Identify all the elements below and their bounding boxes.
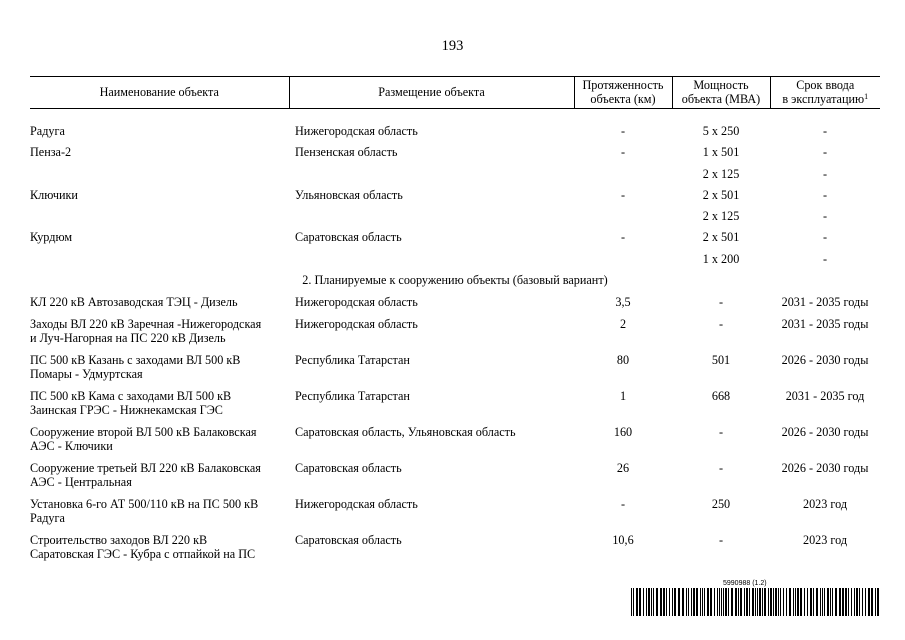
- barcode-bar: [804, 588, 805, 616]
- barcode-bar: [639, 588, 641, 616]
- barcode-bar: [865, 588, 866, 616]
- barcode-bar: [707, 588, 709, 616]
- object-name: [30, 164, 289, 185]
- barcode-bar: [820, 588, 821, 616]
- object-name: Пенза-2: [30, 145, 72, 160]
- barcode-bar: [749, 588, 750, 616]
- object-term: -: [822, 166, 828, 181]
- object-length: [574, 206, 672, 227]
- barcode-bar: [696, 588, 698, 616]
- object-name: [30, 494, 289, 530]
- object-power: 250: [711, 496, 731, 511]
- barcode-bar: [824, 588, 825, 616]
- header-term-line1: Срок ввода: [796, 78, 855, 92]
- barcode-bar: [800, 588, 802, 616]
- object-power: 2 x 125: [702, 166, 740, 181]
- object-name-line1: Сооружение второй ВЛ 500 кВ Балаковская: [30, 424, 257, 439]
- object-name-line1: Строительство заходов ВЛ 220 кВ: [30, 532, 208, 547]
- object-name: [30, 530, 289, 566]
- object-term: 2026 - 2030 годы: [781, 424, 869, 439]
- barcode-bar: [764, 588, 766, 616]
- object-placement: Саратовская область: [295, 532, 402, 547]
- barcode-bar: [663, 588, 665, 616]
- object-name-line1: ПС 500 кВ Кама с заходами ВЛ 500 кВ: [30, 388, 232, 403]
- object-term: -: [822, 187, 828, 202]
- barcode-bar: [832, 588, 833, 616]
- barcode-bar: [868, 588, 870, 616]
- barcode-bar: [797, 588, 799, 616]
- barcode-bar: [835, 588, 837, 616]
- object-placement: Нижегородская область: [295, 496, 418, 511]
- barcode-bar: [700, 588, 701, 616]
- object-placement: [289, 249, 574, 270]
- barcode-bar: [807, 588, 808, 616]
- object-placement: Республика Татарстан: [295, 388, 410, 403]
- object-length: 1: [619, 388, 627, 403]
- barcode-bar: [660, 588, 662, 616]
- object-name-line2: и Луч-Нагорная на ПС 220 кВ Дизель: [30, 331, 226, 346]
- object-power: -: [718, 424, 724, 439]
- table-row: [30, 292, 880, 314]
- object-name-line2: Заинская ГРЭС - Нижнекамская ГЭС: [30, 403, 223, 418]
- object-name-line2: Саратовская ГЭС - Кубра с отпайкой на ПС: [30, 547, 256, 562]
- table-row: [30, 530, 880, 566]
- barcode-bar: [877, 588, 879, 616]
- barcode-bar: [686, 588, 687, 616]
- object-term: 2031 - 2035 годы: [781, 295, 869, 310]
- object-term: -: [822, 145, 828, 160]
- barcode-bar: [738, 588, 739, 616]
- section-title: 2. Планируемые к сооружению объекты (базовый вариант): [302, 273, 608, 288]
- object-name: [30, 206, 289, 227]
- object-length: -: [620, 230, 626, 245]
- object-name: [30, 314, 289, 350]
- header-term: [770, 77, 880, 109]
- header-power-line1: Мощность: [693, 78, 749, 92]
- object-length: 3,5: [615, 295, 631, 310]
- object-term: 2031 - 2035 годы: [781, 316, 869, 331]
- object-name-line2: АЭС - Ключики: [30, 439, 113, 454]
- barcode-bar: [845, 588, 847, 616]
- object-power: -: [718, 532, 724, 547]
- table-spacer: [30, 109, 880, 122]
- object-power: -: [718, 316, 724, 331]
- table-row: [30, 121, 880, 142]
- object-length: 10,6: [612, 532, 634, 547]
- barcode-bar: [636, 588, 638, 616]
- object-term: -: [822, 251, 828, 266]
- barcode-bar: [830, 588, 831, 616]
- object-name: [30, 350, 289, 386]
- table-row: [30, 249, 880, 270]
- object-placement: [289, 206, 574, 227]
- table-row: [30, 422, 880, 458]
- object-name-line2: АЭС - Центральная: [30, 475, 132, 490]
- barcode-bar: [702, 588, 703, 616]
- objects-table: [30, 76, 880, 566]
- barcode-bar: [725, 588, 727, 616]
- barcode-bar: [827, 588, 829, 616]
- barcode-bar: [719, 588, 720, 616]
- barcode-bar: [653, 588, 654, 616]
- header-term-line2: в эксплуатацию: [782, 92, 865, 106]
- barcode-bar: [778, 588, 779, 616]
- barcode-bar: [678, 588, 680, 616]
- object-length: -: [620, 145, 626, 160]
- barcode-bar: [783, 588, 784, 616]
- object-name: [30, 386, 289, 422]
- object-length: 80: [616, 352, 630, 367]
- object-power: -: [718, 460, 724, 475]
- barcode-bar: [793, 588, 794, 616]
- object-placement: [289, 164, 574, 185]
- barcode-bar: [688, 588, 689, 616]
- barcode-bar: [871, 588, 873, 616]
- object-length: 160: [613, 424, 633, 439]
- object-name: [30, 249, 289, 270]
- object-placement: Нижегородская область: [295, 316, 418, 331]
- object-term: 2031 - 2035 год: [785, 388, 865, 403]
- barcode-bar: [646, 588, 647, 616]
- barcode-bar: [851, 588, 852, 616]
- object-placement: Саратовская область: [295, 460, 402, 475]
- barcode-bar: [744, 588, 745, 616]
- barcode-bar: [773, 588, 774, 616]
- object-name-line1: ПС 500 кВ Казань с заходами ВЛ 500 кВ: [30, 352, 241, 367]
- header-power: [672, 77, 770, 109]
- object-placement: Республика Татарстан: [295, 352, 410, 367]
- barcode: [631, 580, 881, 616]
- barcode-bar: [666, 588, 667, 616]
- object-name-line1: КЛ 220 кВ Автозаводская ТЭЦ - Дизель: [30, 295, 238, 310]
- table-row: [30, 386, 880, 422]
- object-power: 5 x 250: [702, 124, 740, 138]
- object-term: 2026 - 2030 годы: [781, 460, 869, 475]
- barcode-label: 5990988 (1.2): [723, 580, 767, 587]
- object-placement: Нижегородская область: [295, 124, 418, 138]
- barcode-bar: [795, 588, 796, 616]
- object-placement: Нижегородская область: [295, 295, 418, 310]
- barcode-bar: [786, 588, 787, 616]
- barcode-bar: [752, 588, 754, 616]
- barcode-bar: [740, 588, 742, 616]
- barcode-bar: [813, 588, 814, 616]
- object-length: -: [620, 187, 626, 202]
- header-length-line1: Протяженность: [582, 78, 664, 92]
- barcode-bar: [842, 588, 844, 616]
- barcode-bar: [693, 588, 695, 616]
- header-placement: Размещение объекта: [289, 77, 574, 109]
- object-term: 2023 год: [802, 532, 848, 547]
- object-placement: Саратовская область: [295, 230, 402, 245]
- barcode-bar: [859, 588, 860, 616]
- barcode-bar: [704, 588, 705, 616]
- barcode-bar: [848, 588, 849, 616]
- barcode-bar: [633, 588, 634, 616]
- object-placement: Пензенская область: [295, 145, 398, 160]
- object-name-line1: Заходы ВЛ 220 кВ Заречная -Нижегородская: [30, 316, 262, 331]
- object-power: 2 x 501: [702, 187, 740, 202]
- barcode-bar: [714, 588, 715, 616]
- table-row: [30, 494, 880, 530]
- object-term: -: [822, 124, 828, 138]
- section-heading-row: [30, 270, 880, 292]
- barcode-bar: [789, 588, 791, 616]
- table-row: [30, 164, 880, 185]
- object-name: Ключики: [30, 187, 78, 202]
- object-term: 2026 - 2030 годы: [781, 352, 869, 367]
- object-length: -: [620, 124, 626, 138]
- object-term: -: [822, 230, 828, 245]
- header-length: [574, 77, 672, 109]
- object-name: Радуга: [30, 124, 65, 138]
- object-name: [30, 458, 289, 494]
- table-row: [30, 314, 880, 350]
- object-power: 1 x 200: [702, 251, 740, 266]
- table-row: [30, 185, 880, 206]
- header-term-footnote: 1: [864, 92, 869, 101]
- barcode-bar: [759, 588, 761, 616]
- table-row: [30, 142, 880, 163]
- table-header-row: [30, 77, 880, 109]
- table-row: [30, 350, 880, 386]
- object-length: [574, 164, 672, 185]
- object-name-line2: Радуга: [30, 511, 65, 526]
- barcode-bar: [762, 588, 763, 616]
- barcode-bar: [839, 588, 841, 616]
- barcode-bar: [780, 588, 781, 616]
- object-name-line1: Установка 6-го АТ 500/110 кВ на ПС 500 кВ: [30, 496, 259, 511]
- object-length: [574, 249, 672, 270]
- object-term: -: [822, 209, 828, 224]
- header-name: Наименование объекта: [30, 77, 289, 109]
- object-power: 2 x 501: [702, 230, 740, 245]
- barcode-bar: [672, 588, 673, 616]
- object-power: 1 x 501: [702, 145, 740, 160]
- table-row: [30, 206, 880, 227]
- object-power: -: [718, 295, 724, 310]
- barcode-bar: [757, 588, 758, 616]
- object-length: 26: [616, 460, 630, 475]
- barcode-bars: [631, 588, 881, 616]
- barcode-bar: [816, 588, 818, 616]
- barcode-bar: [810, 588, 812, 616]
- object-name-line1: Сооружение третьей ВЛ 220 кВ Балаковская: [30, 460, 261, 475]
- object-power: 501: [711, 352, 731, 367]
- table-row: [30, 227, 880, 248]
- barcode-bar: [631, 588, 632, 616]
- barcode-bar: [735, 588, 737, 616]
- barcode-bar: [723, 588, 724, 616]
- barcode-bar: [643, 588, 644, 616]
- barcode-bar: [674, 588, 676, 616]
- object-length: -: [620, 496, 626, 511]
- barcode-bar: [648, 588, 650, 616]
- barcode-bar: [731, 588, 733, 616]
- barcode-bar: [717, 588, 718, 616]
- barcode-bar: [854, 588, 855, 616]
- header-length-line2: объекта (км): [590, 92, 656, 106]
- barcode-bar: [768, 588, 769, 616]
- barcode-bar: [822, 588, 823, 616]
- barcode-bar: [875, 588, 876, 616]
- object-name-line2: Помары - Удмуртская: [30, 367, 143, 382]
- object-placement: Саратовская область, Ульяновская область: [295, 424, 516, 439]
- barcode-bar: [862, 588, 863, 616]
- barcode-bar: [656, 588, 658, 616]
- table-row: [30, 458, 880, 494]
- barcode-bar: [721, 588, 722, 616]
- barcode-bar: [775, 588, 777, 616]
- object-name: [30, 422, 289, 458]
- barcode-bar: [728, 588, 729, 616]
- object-name: [30, 292, 289, 314]
- object-name: Курдюм: [30, 230, 73, 245]
- header-power-line2: объекта (МВА): [681, 92, 761, 106]
- barcode-bar: [669, 588, 670, 616]
- barcode-bar: [755, 588, 756, 616]
- object-term: 2023 год: [802, 496, 848, 511]
- barcode-bar: [770, 588, 772, 616]
- barcode-bar: [651, 588, 652, 616]
- object-length: 2: [619, 316, 627, 331]
- barcode-bar: [856, 588, 858, 616]
- barcode-bar: [682, 588, 684, 616]
- barcode-bar: [746, 588, 748, 616]
- object-power: 2 x 125: [702, 209, 740, 224]
- object-power: 668: [711, 388, 731, 403]
- object-placement: Ульяновская область: [295, 187, 403, 202]
- barcode-bar: [691, 588, 692, 616]
- barcode-bar: [710, 588, 712, 616]
- page-number: 193: [441, 38, 464, 54]
